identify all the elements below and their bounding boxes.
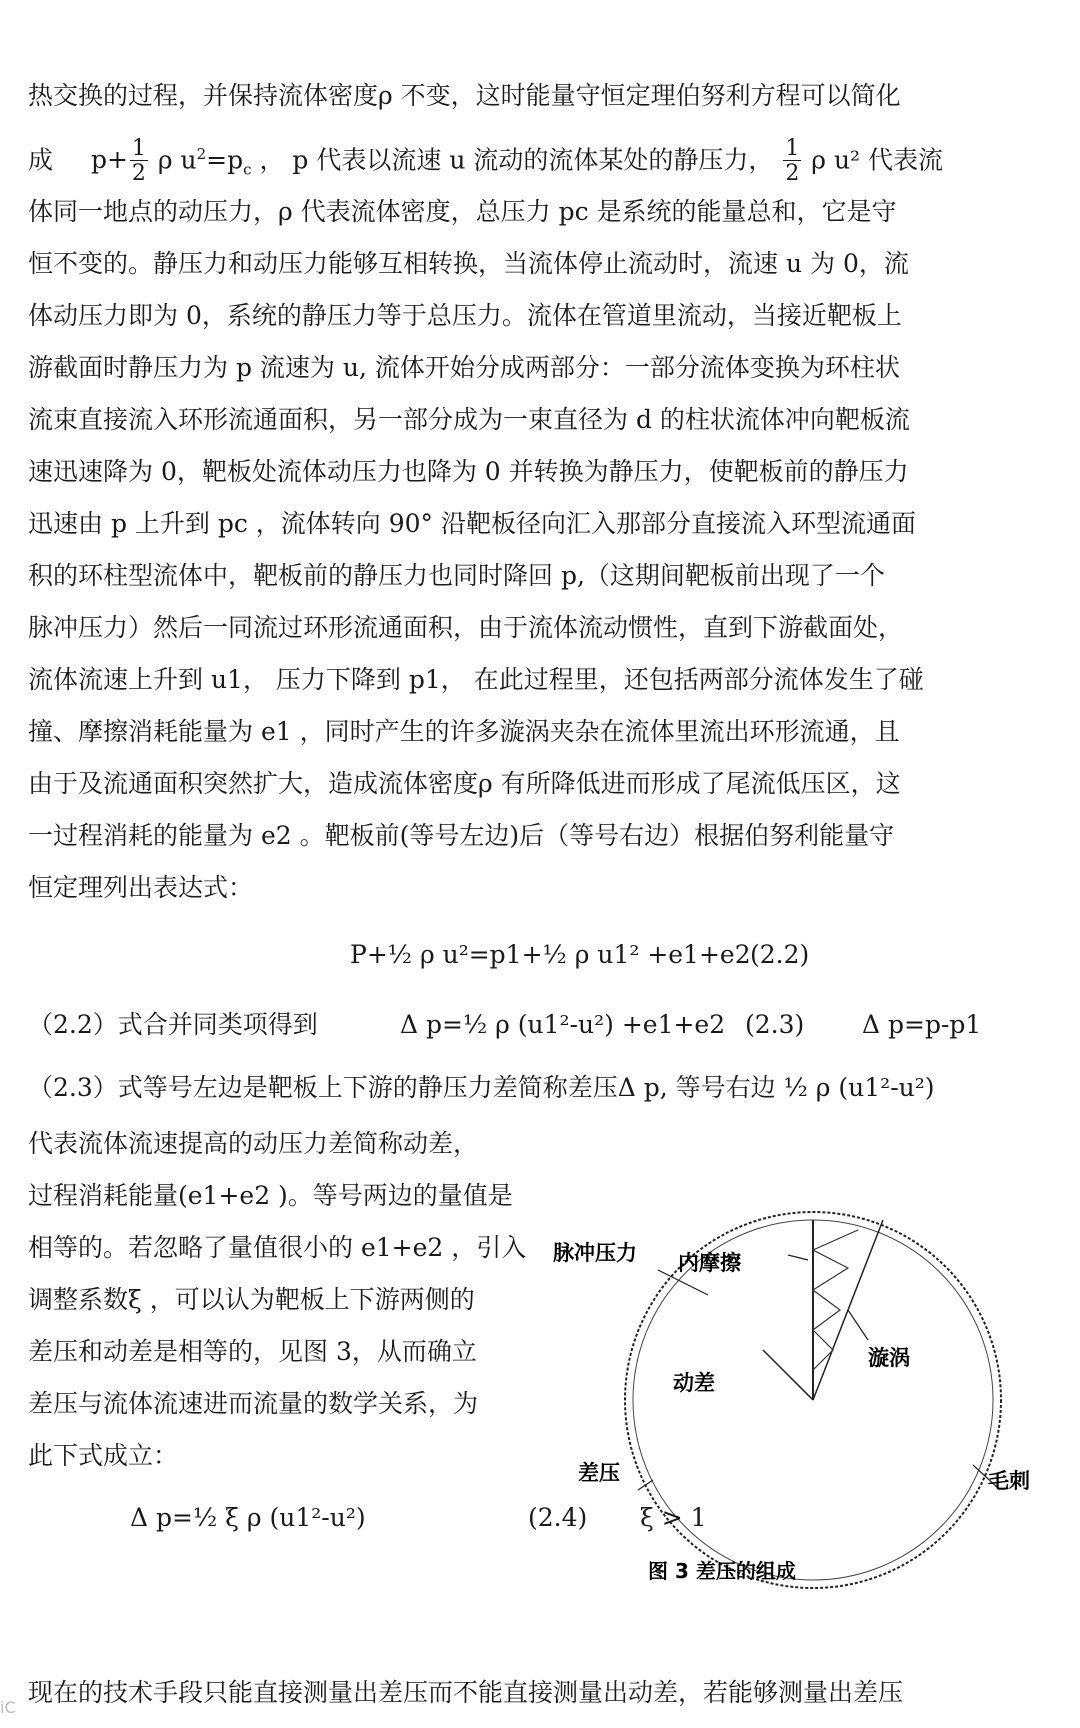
text-line-13: 撞、摩擦消耗能量为 e1 ，同时产生的许多漩涡夹杂在流体里流出环形流通，且 <box>28 717 900 746</box>
equation-2-4: Δ p=½ ξ ρ (u1²-u²) <box>130 1503 366 1532</box>
figure-caption: 图 3 差压的组成 <box>648 1559 796 1583</box>
equation-2-4-label: (2.4) <box>528 1503 588 1532</box>
watermark: iC <box>0 1698 16 1717</box>
text-line-1: 热交换的过程，并保持流体密度ρ 不变，这时能量守恒定理伯努利方程可以简化 <box>28 81 901 110</box>
equation-2-3: Δ p=½ ρ (u1²-u²) +e1+e2 <box>400 1010 726 1039</box>
text-line-5: 体动压力即为 0，系统的静压力等于总压力。流体在管道里流动，当接近靶板上 <box>28 301 902 330</box>
text-line-12: 流体流速上升到 u1， 压力下降到 p1， 在此过程里，还包括两部分流体发生了碰 <box>28 665 924 694</box>
dynamic-pressure-radius <box>763 1350 813 1400</box>
text-line-4: 恒不变的。静压力和动压力能够互相转换，当流体停止流动时，流速 u 为 0，流 <box>28 249 909 278</box>
fraction-half: $\frac{1}{2}$ <box>131 136 146 187</box>
label-dynamic-difference: 动差 <box>673 1371 715 1395</box>
text-line-p3-4: 调整系数ξ ，可以认为靶板上下游两侧的 <box>28 1285 475 1314</box>
text-line-p3-5: 差压和动差是相等的，见图 3，从而确立 <box>28 1337 477 1366</box>
text-line-para2: （2.3）式等号左边是靶板上下游的静压力差简称差压Δ p, 等号右边 ½ ρ (u1²-u²) <box>28 1073 935 1102</box>
text-line-last: 现在的技术手段只能直接测量出差压而不能直接测量出动差，若能够测量出差压 <box>28 1678 904 1707</box>
text-line-9: 迅速由 p 上升到 pc ，流体转向 90° 沿靶板径向汇入那部分直接流入环型流通面 <box>28 509 917 538</box>
text-line-8: 速迅速降为 0，靶板处流体动压力也降为 0 并转换为静压力，使靶板前的静压力 <box>28 457 909 486</box>
text-line-p3-2: 过程消耗能量(e1+e2 )。等号两边的量值是 <box>28 1181 513 1210</box>
label-burr: 毛刺 <box>988 1469 1030 1493</box>
vortex-leader-line <box>848 1310 868 1340</box>
xi-condition: ξ > 1 <box>640 1503 707 1532</box>
label-internal-friction: 内摩擦 <box>678 1251 741 1275</box>
friction-leader-line <box>788 1255 808 1260</box>
text-line-15: 一过程消耗的能量为 e2 。靶板前(等号左边)后（等号右边）根据伯努利能量守 <box>28 821 895 850</box>
equation-2-2-label: (2.2) <box>750 940 810 969</box>
text-line-p3-3: 相等的。若忽略了量值很小的 e1+e2 ，引入 <box>28 1233 527 1262</box>
text-line-16: 恒定理列出表达式： <box>28 873 254 902</box>
text-line-14: 由于及流通面积突然扩大，造成流体密度ρ 有所降低进而形成了尾流低压区，这 <box>28 769 901 798</box>
text-line-3: 体同一地点的动压力，ρ 代表流体密度，总压力 pc 是系统的能量总和，它是守 <box>28 197 897 226</box>
equation-2-3-label: (2.3) <box>745 1010 805 1039</box>
label-pulse-pressure: 脉冲压力 <box>553 1241 637 1265</box>
equation-2-2: P+½ ρ u²=p1+½ ρ u1² +e1+e2 <box>350 940 751 969</box>
text-line-p3-1: 代表流体流速提高的动压力差简称动差， <box>28 1129 479 1158</box>
text-line-p3-6: 差压与流体流速进而流量的数学关系，为 <box>28 1389 479 1418</box>
equation-2-3-intro: （2.2）式合并同类项得到 <box>28 1010 318 1039</box>
text-line-6: 游截面时静压力为 p 流速为 u, 流体开始分成两部分：一部分流体变换为环柱状 <box>28 353 900 382</box>
text-line-11: 脉冲压力）然后一同流过环形流通面积，由于流体流动惯性，直到下游截面处， <box>28 613 904 642</box>
diff-leader-line <box>638 1480 653 1490</box>
label-differential-pressure: 差压 <box>578 1461 620 1485</box>
text-line-7: 流束直接流入环形流通面积，另一部分成为一束直径为 d 的柱状流体冲向靶板流 <box>28 405 910 434</box>
label-vortex: 漩涡 <box>868 1346 910 1370</box>
delta-p-definition: Δ p=p-p1 <box>862 1010 982 1039</box>
text-line-2: 成 p+ $\frac{1}{2}$ ρ $u^2=p_c$ ， p 代表以流速 u 流动的流体某处的静压力， $\frac{1}{2}$ ρ u² 代表流 <box>28 136 944 187</box>
fraction-half: $\frac{1}{2}$ <box>785 136 800 187</box>
text-line-10: 积的环柱型流体中，靶板前的静压力也同时降回 p,（这期间靶板前出现了一个 <box>28 561 885 590</box>
text-line-p3-7: 此下式成立： <box>28 1441 179 1470</box>
